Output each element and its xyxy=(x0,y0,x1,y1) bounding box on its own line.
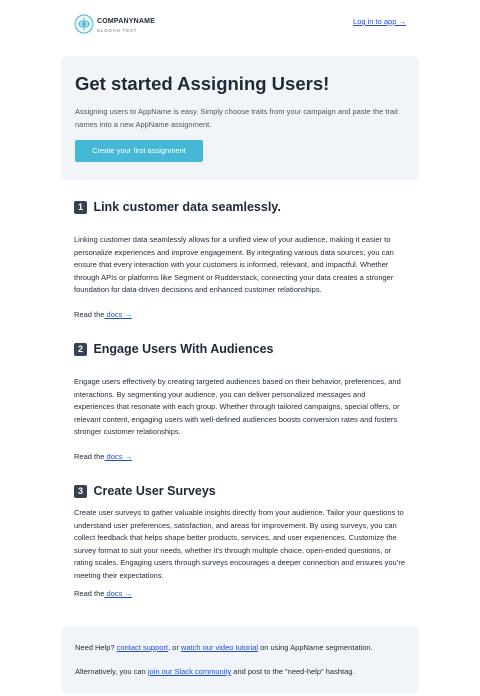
help-text: on using AppName segmentation. xyxy=(258,643,373,652)
login-link[interactable]: Log in to app → xyxy=(353,17,406,26)
read-prefix: Read the xyxy=(74,452,105,461)
number-1-icon: 1 xyxy=(74,201,87,214)
section-body: Engage users effectively by creating targeted audiences based on their behavior, preferences, and interactions. By segmenting your audience, you can deliver personalized messages and experiences that resonate with each group. Whether through tailored campaigns, special offers, or relevant content, engaging users with well-defined audiences boosts conversion rates and fosters stronger customer relationships. xyxy=(74,377,401,436)
section-heading xyxy=(74,198,281,214)
read-prefix: Read the xyxy=(74,310,105,319)
header xyxy=(74,14,406,40)
help-text: Need Help? xyxy=(75,643,117,652)
help-text: , or xyxy=(167,643,181,652)
help-line-1 xyxy=(75,643,373,652)
slogan-text: SLOGAN TEXT xyxy=(97,28,138,33)
help-text: Alternatively, you can xyxy=(75,667,148,676)
create-assignment-button[interactable]: Create your first assignment xyxy=(75,140,203,162)
hero-panel xyxy=(61,56,419,180)
section-heading xyxy=(74,340,273,356)
video-tutorial-link[interactable]: watch our video tutorial xyxy=(180,643,259,652)
section-title: Create User Surveys xyxy=(93,484,216,498)
read-prefix: Read the xyxy=(74,589,105,598)
help-line-2 xyxy=(75,667,355,676)
section-heading xyxy=(74,482,216,498)
read-docs-line xyxy=(74,310,132,319)
section-body: Create user surveys to gather valuable insights directly from your audience. Tailor your questions to understand user preferences, satisfaction, and areas for improvement. By using surveys, you can collect feedback that helps shape better products, services, and user experiences. Customize the survey format to suit your needs, whether it’s through multiple choice, open-ended questions, or rating scales. Engaging users through surveys encourages a deeper connection and ensures you’re meeting their expectations. xyxy=(74,508,406,580)
docs-link[interactable]: docs → xyxy=(104,452,132,461)
slack-community-link[interactable]: join our Slack community xyxy=(147,667,232,676)
contact-support-link[interactable]: contact support xyxy=(116,643,168,652)
number-3-icon: 3 xyxy=(74,485,87,498)
docs-link[interactable]: docs → xyxy=(104,589,132,598)
read-docs-line xyxy=(74,589,132,598)
read-docs-line xyxy=(74,452,132,461)
number-2-icon: 2 xyxy=(74,343,87,356)
hero-description: Assigning users to AppName is easy. Simply choose traits from your campaign and paste the trait names into a new AppName assignment. xyxy=(75,107,398,129)
section-title: Engage Users With Audiences xyxy=(93,342,274,356)
help-text: and post to the "need-help" hashtag. xyxy=(231,667,355,676)
brand xyxy=(97,18,155,34)
section-body: Linking customer data seamlessly allows for a unified view of your audience, making it easier to personalize experiences and improve engagement. By integrating various data sources, you can ensure that every interaction with your customers is informed, relevant, and impactful. Whether through APIs or platforms like Segment or Rudderstack, connecting your data creates a stronger foundation for data-driven decisions and enhanced customer relationships. xyxy=(74,235,394,294)
docs-link[interactable]: docs → xyxy=(104,310,132,319)
help-panel xyxy=(61,626,419,694)
section-title: Link customer data seamlessly. xyxy=(93,200,281,214)
company-logo-icon xyxy=(74,14,94,34)
company-name: COMPANYNAME xyxy=(97,18,156,25)
hero-title: Get started Assigning Users! xyxy=(75,73,330,94)
